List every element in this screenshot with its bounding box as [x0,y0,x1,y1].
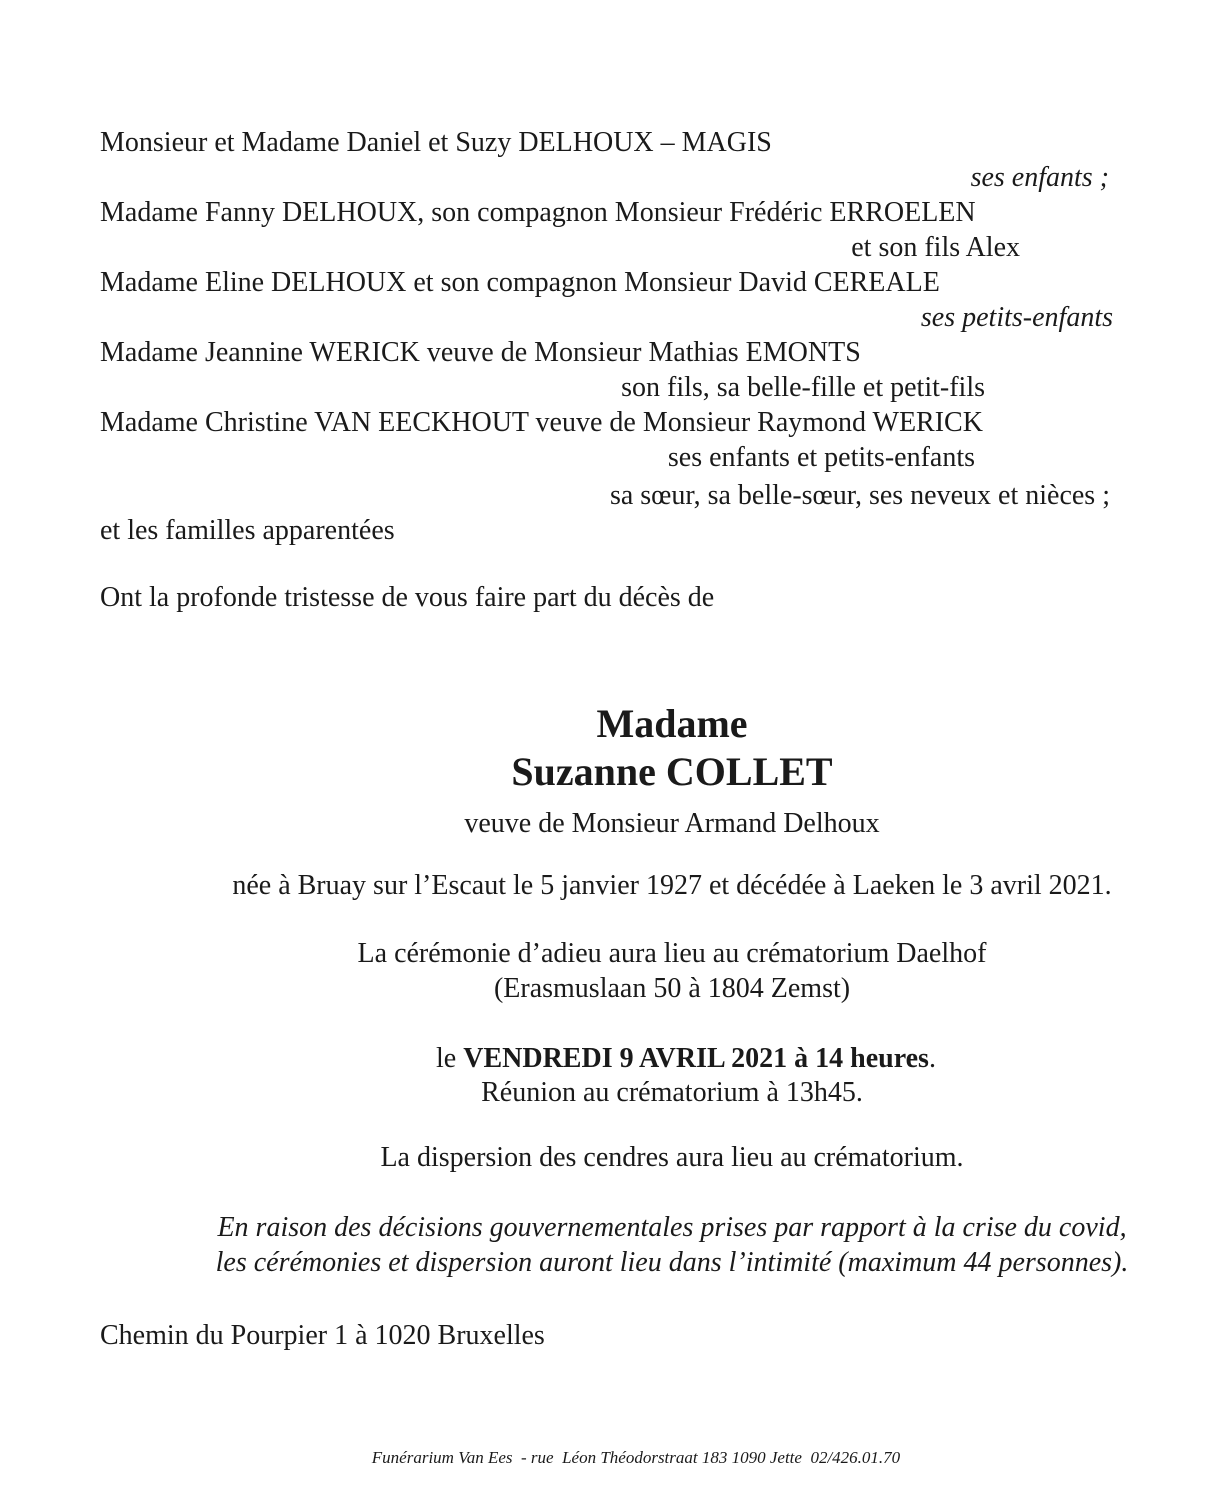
funeral-home-footer: Funérarium Van Ees - rue Léon Théodorstraat 183 1090 Jette 02/426.01.70 [371,1448,901,1467]
ceremony-date-prefix: le [436,1043,464,1074]
ceremony-dispersion-line: La dispersion des cendres aura lieu au crématorium. [380,1142,964,1173]
family-line-jeannine-werick: Madame Jeannine WERICK veuve de Monsieur Mathias EMONTS [100,337,861,368]
relation-ses-petits-enfants: ses petits-enfants [920,302,1113,333]
covid-notice-line-2: les cérémonies et dispersion auront lieu dans l’intimité (maximum 44 personnes). [215,1247,1129,1278]
relation-son-fils-belle-fille: son fils, sa belle-fille et petit-fils [621,372,985,403]
deceased-life-dates-line: née à Bruay sur l’Escaut le 5 janvier 1927 et décédée à Laeken le 3 avril 2021. [232,870,1112,901]
ceremony-date-bold: VENDREDI 9 AVRIL 2021 à 14 heures [463,1043,929,1074]
ceremony-meeting-line: Réunion au crématorium à 13h45. [481,1077,863,1108]
relation-ses-enfants-petits-enfants: ses enfants et petits-enfants [667,442,975,473]
family-address-line: Chemin du Pourpier 1 à 1020 Bruxelles [100,1320,545,1351]
deceased-name: Suzanne COLLET [511,749,833,794]
covid-notice-line-1: En raison des décisions gouvernementales prises par rapport à la crise du covid, [217,1212,1127,1243]
deceased-title: Madame [596,701,748,746]
ceremony-venue-line: La cérémonie d’adieu aura lieu au crématorium Daelhof [357,938,987,969]
ceremony-address-line: (Erasmuslaan 50 à 1804 Zemst) [493,973,851,1004]
family-line-familles-apparentees: et les familles apparentées [100,515,395,546]
relation-ses-enfants: ses enfants ; [970,162,1109,193]
family-line-christine-van-eeckhout: Madame Christine VAN EECKHOUT veuve de Monsieur Raymond WERICK [100,407,983,438]
relation-et-son-fils-alex: et son fils Alex [851,232,1020,263]
ceremony-date-suffix: . [928,1043,936,1074]
family-line-fanny-delhoux: Madame Fanny DELHOUX, son compagnon Monsieur Frédéric ERROELEN [100,197,976,228]
family-line-couple-delhoux-magis: Monsieur et Madame Daniel et Suzy DELHOUX – MAGIS [100,127,772,158]
intro-line: Ont la profonde tristesse de vous faire part du décès de [100,582,715,613]
family-line-eline-delhoux: Madame Eline DELHOUX et son compagnon Monsieur David CEREALE [100,267,940,298]
deceased-widow-line: veuve de Monsieur Armand Delhoux [464,808,880,839]
relation-sa-soeur-neveux-nieces: sa sœur, sa belle-sœur, ses neveux et nièces ; [609,480,1110,511]
